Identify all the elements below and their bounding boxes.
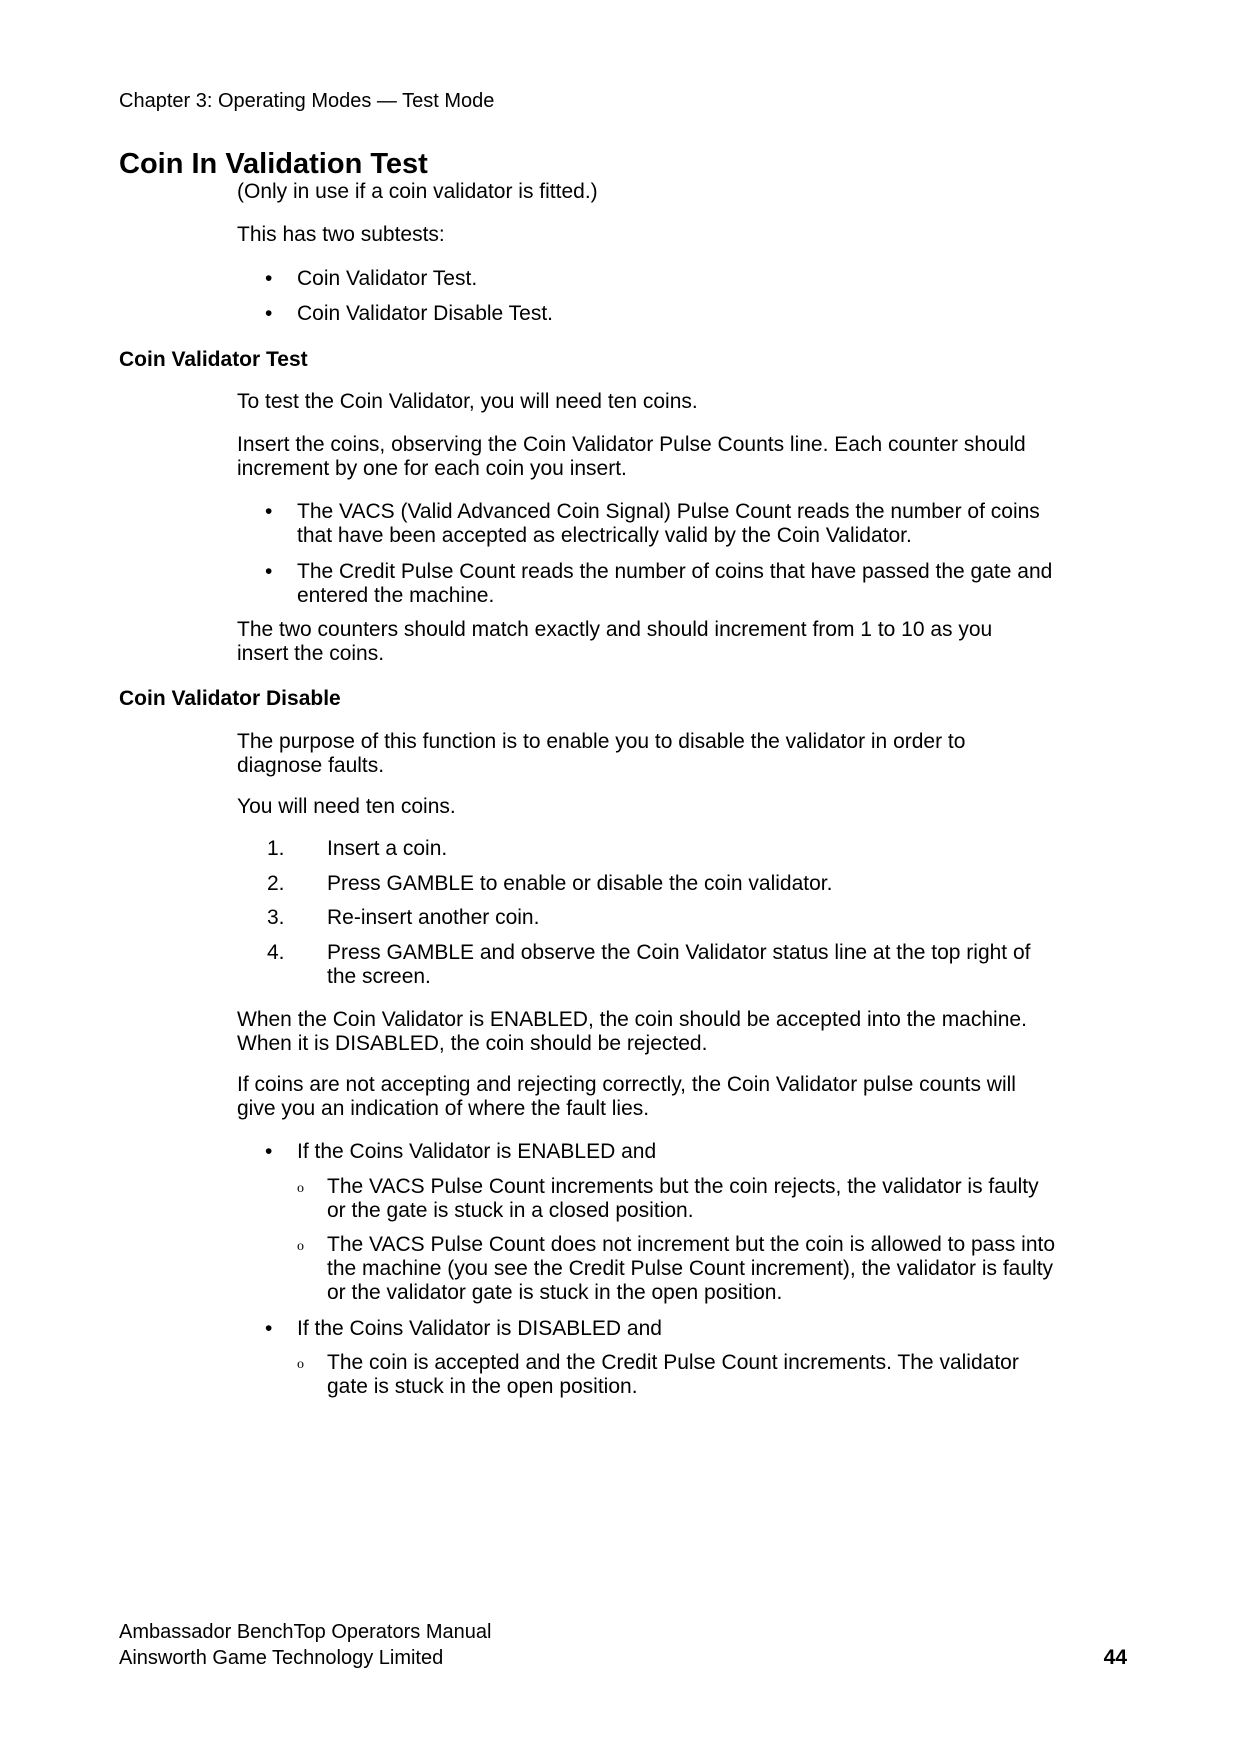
paragraph-line: diagnose faults. — [237, 754, 385, 777]
bullet-marker: • — [265, 1317, 273, 1340]
intro-note: (Only in use if a coin validator is fitted.) — [237, 180, 598, 203]
list-item-text: Coin Validator Disable Test. — [297, 302, 554, 325]
page-title: Coin In Validation Test — [119, 148, 428, 180]
list-item-text: If the Coins Validator is DISABLED and — [297, 1317, 662, 1340]
step-number: 3. — [267, 906, 285, 929]
sub-bullet-marker: o — [297, 1239, 304, 1254]
running-header: Chapter 3: Operating Modes — Test Mode — [119, 90, 495, 112]
list-item-text: If the Coins Validator is ENABLED and — [297, 1140, 657, 1163]
paragraph: To test the Coin Validator, you will need ten coins. — [237, 390, 698, 413]
step-text: the screen. — [327, 965, 431, 988]
list-item-text: that have been accepted as electrically valid by the Coin Validator. — [297, 524, 912, 547]
paragraph-line: insert the coins. — [237, 642, 385, 665]
list-item-text: The VACS (Valid Advanced Coin Signal) Pulse Count reads the number of coins — [297, 500, 1040, 523]
footer-company: Ainsworth Game Technology Limited — [119, 1647, 444, 1669]
paragraph-line: When the Coin Validator is ENABLED, the coin should be accepted into the machine. — [237, 1008, 1027, 1031]
step-text: Press GAMBLE to enable or disable the coin validator. — [327, 872, 833, 895]
sub-list-item-text: The VACS Pulse Count increments but the coin rejects, the validator is faulty — [327, 1175, 1039, 1198]
bullet-marker: • — [265, 302, 273, 325]
footer — [119, 1619, 491, 1671]
bullet-marker: • — [265, 560, 273, 583]
page-number: 44 — [1103, 1646, 1127, 1669]
subtests-lead: This has two subtests: — [237, 223, 445, 246]
step-text: Press GAMBLE and observe the Coin Validator status line at the top right of — [327, 941, 1031, 964]
list-item-text: The Credit Pulse Count reads the number of coins that have passed the gate and — [297, 560, 1053, 583]
bullet-marker: • — [265, 1140, 273, 1163]
step-number: 4. — [267, 941, 285, 964]
list-item-text: entered the machine. — [297, 584, 495, 607]
paragraph-line: The purpose of this function is to enable you to disable the validator in order to — [237, 730, 966, 753]
paragraph: You will need ten coins. — [237, 795, 456, 818]
sub-list-item-text: or the gate is stuck in a closed position. — [327, 1199, 694, 1222]
list-item-text: Coin Validator Test. — [297, 267, 478, 290]
section-heading-validator-test: Coin Validator Test — [119, 348, 308, 371]
paragraph-line: If coins are not accepting and rejecting correctly, the Coin Validator pulse counts will — [237, 1073, 1016, 1096]
sub-list-item-text: The coin is accepted and the Credit Pulse Count increments. The validator — [327, 1351, 1019, 1374]
sub-bullet-marker: o — [297, 1181, 304, 1196]
sub-list-item-text: gate is stuck in the open position. — [327, 1375, 638, 1398]
step-number: 1. — [267, 837, 285, 860]
paragraph-line: give you an indication of where the fault lies. — [237, 1097, 650, 1120]
step-text: Insert a coin. — [327, 837, 448, 860]
section-heading-validator-disable: Coin Validator Disable — [119, 687, 341, 710]
paragraph-line: The two counters should match exactly and should increment from 1 to 10 as you — [237, 618, 993, 641]
paragraph-line: When it is DISABLED, the coin should be rejected. — [237, 1032, 708, 1055]
paragraph-line: increment by one for each coin you insert. — [237, 457, 627, 480]
footer-manual-title: Ambassador BenchTop Operators Manual — [119, 1621, 492, 1643]
step-text: Re-insert another coin. — [327, 906, 540, 929]
sub-list-item-text: the machine (you see the Credit Pulse Count increment), the validator is faulty — [327, 1257, 1054, 1280]
bullet-marker: • — [265, 267, 273, 290]
paragraph-line: Insert the coins, observing the Coin Validator Pulse Counts line. Each counter should — [237, 433, 1026, 456]
step-number: 2. — [267, 872, 285, 895]
bullet-marker: • — [265, 500, 273, 523]
sub-list-item-text: The VACS Pulse Count does not increment but the coin is allowed to pass into — [327, 1233, 1056, 1256]
sub-list-item-text: or the validator gate is stuck in the open position. — [327, 1281, 783, 1304]
sub-bullet-marker: o — [297, 1357, 304, 1372]
